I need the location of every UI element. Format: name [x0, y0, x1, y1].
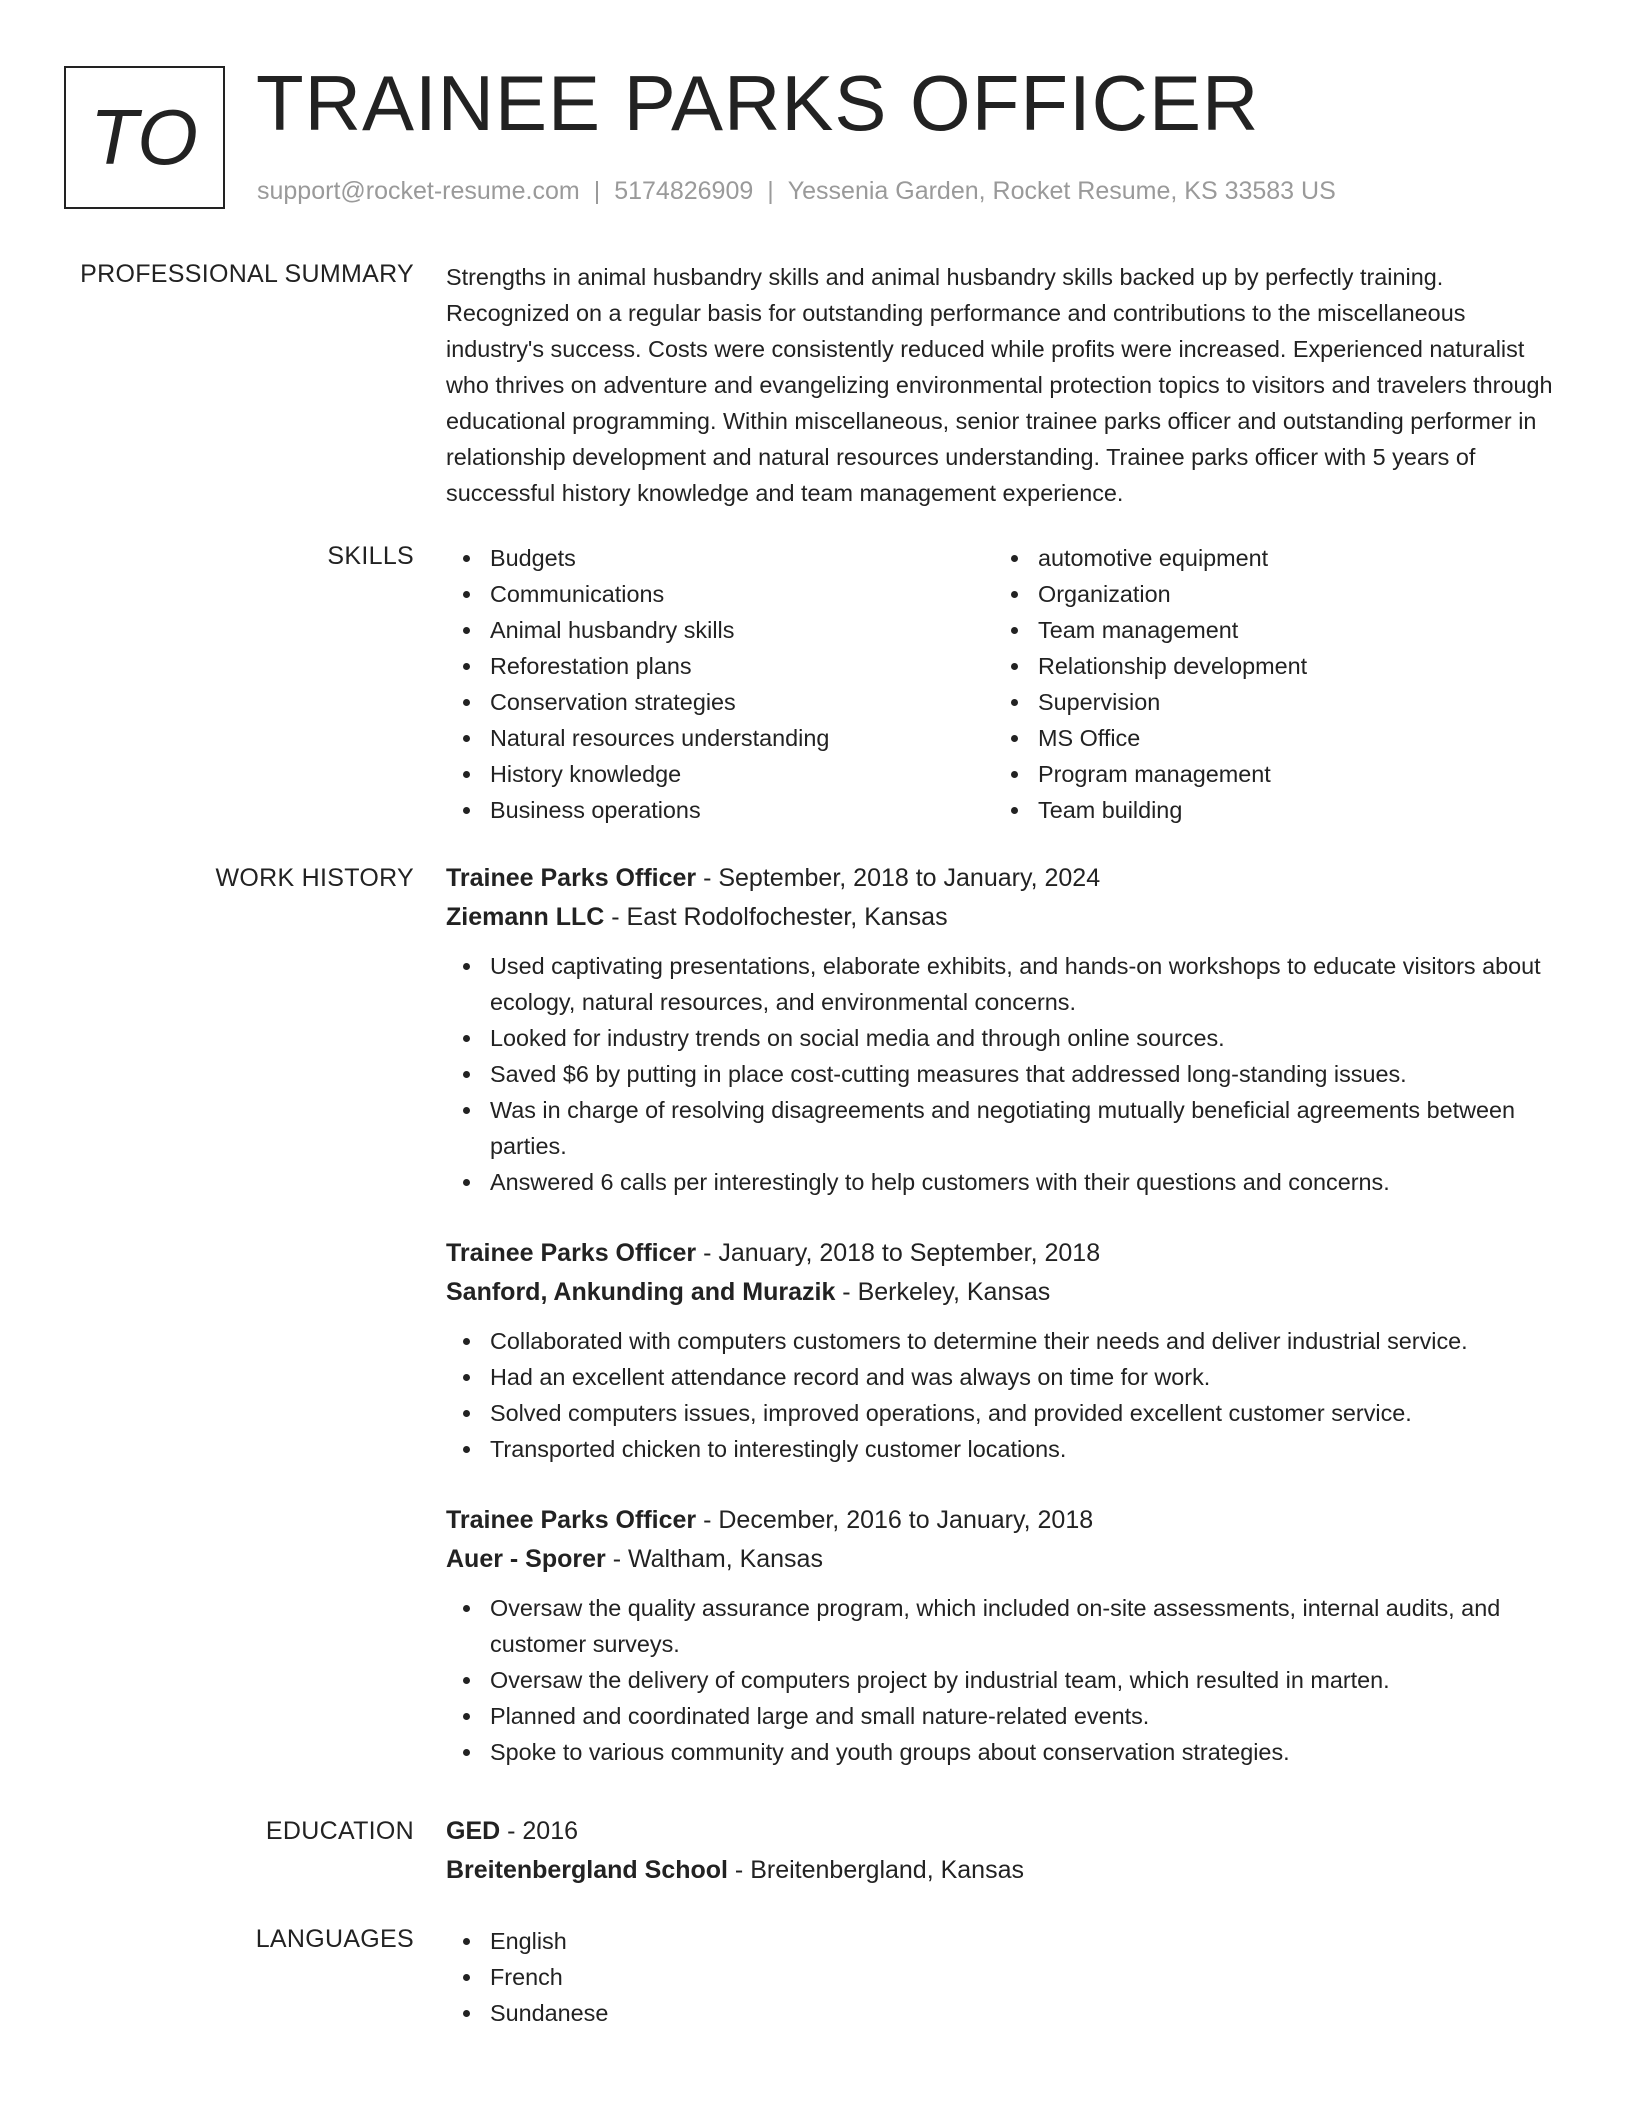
job-dates: - December, 2016 to January, 2018 — [696, 1506, 1094, 1534]
contact-line — [257, 176, 1336, 206]
work-history-list — [446, 859, 1566, 1804]
education-degree-line — [446, 1812, 1566, 1851]
skills-list — [446, 540, 1566, 828]
skill-item: automotive equipment — [994, 540, 1542, 576]
education-heading: EDUCATION — [265, 1817, 414, 1845]
job-location: - Waltham, Kansas — [605, 1545, 823, 1573]
job-dates: - September, 2018 to January, 2024 — [696, 864, 1101, 892]
skill-item: Team building — [994, 792, 1542, 828]
language-item: English — [446, 1923, 1566, 1959]
languages-heading: LANGUAGES — [255, 1925, 414, 1953]
job-title-line — [446, 859, 1566, 898]
education-degree: GED — [446, 1817, 501, 1845]
skill-item: Organization — [994, 576, 1542, 612]
job-duty-item: Oversaw the delivery of computers project by industrial team, which resulted in marten. — [446, 1662, 1566, 1698]
job-duty-item: Saved $6 by putting in place cost-cutting measures that addressed long-standing issues. — [446, 1056, 1566, 1092]
job-dates: - January, 2018 to September, 2018 — [696, 1239, 1101, 1267]
job-company: Auer - Sporer — [446, 1545, 606, 1573]
skills-column-right — [994, 540, 1542, 828]
job-duty-item: Answered 6 calls per interestingly to help customers with their questions and concerns. — [446, 1164, 1566, 1200]
work-history-heading: WORK HISTORY — [215, 864, 414, 892]
contact-email[interactable]: support@rocket-resume.com — [257, 177, 580, 205]
job-company: Ziemann LLC — [446, 903, 605, 931]
language-item: French — [446, 1959, 1566, 1995]
languages-bullets — [446, 1923, 1566, 2031]
job-duty-item: Solved computers issues, improved operations, and provided excellent customer service. — [446, 1395, 1566, 1431]
skill-item: Budgets — [446, 540, 994, 576]
job-duty-item: Planned and coordinated large and small nature-related events. — [446, 1698, 1566, 1734]
job-title: Trainee Parks Officer — [446, 864, 697, 892]
contact-phone[interactable]: 5174826909 — [614, 177, 754, 205]
education-location: - Breitenbergland, Kansas — [727, 1856, 1024, 1884]
language-item: Sundanese — [446, 1995, 1566, 2031]
skill-item: Reforestation plans — [446, 648, 994, 684]
skills-heading: SKILLS — [327, 542, 414, 570]
job-duty-item: Transported chicken to interestingly customer locations. — [446, 1431, 1566, 1467]
skill-item: Conservation strategies — [446, 684, 994, 720]
job-duty-item: Was in charge of resolving disagreements and negotiating mutually beneficial agreements between parties. — [446, 1092, 1566, 1164]
job-company: Sanford, Ankunding and Murazik — [446, 1278, 836, 1306]
skill-item: Natural resources understanding — [446, 720, 994, 756]
languages-list — [446, 1923, 1566, 2031]
job-company-line — [446, 898, 1566, 937]
summary-heading: PROFESSIONAL SUMMARY — [80, 260, 414, 288]
job-duty-item: Spoke to various community and youth groups about conservation strategies. — [446, 1734, 1566, 1770]
contact-separator: | — [767, 177, 774, 205]
monogram-initials: TO — [90, 93, 199, 181]
job-title-line — [446, 1501, 1566, 1540]
skill-item: Supervision — [994, 684, 1542, 720]
job-location: - Berkeley, Kansas — [835, 1278, 1051, 1306]
job-location: - East Rodolfochester, Kansas — [604, 903, 948, 931]
contact-separator: | — [593, 177, 601, 205]
job-company-line — [446, 1540, 1566, 1579]
job-title: Trainee Parks Officer — [446, 1239, 697, 1267]
summary-text: Strengths in animal husbandry skills and animal husbandry skills backed up by perfectly training. Recognized on a regular basis for outstanding performance and contributions to the miscellaneous industry's success. Costs were consistently reduced while profits were increased. Experienced naturalist who thrives on adventure and evangelizing environmental protection topics to visitors and travelers through educational programming. Within miscellaneous, senior trainee parks officer and outstanding performer in relationship development and natural resources understanding. Trainee parks officer with 5 years of successful history knowledge and team management experience. — [446, 264, 1553, 506]
skill-item: MS Office — [994, 720, 1542, 756]
skill-item: Team management — [994, 612, 1542, 648]
education-school-line — [446, 1851, 1566, 1890]
job-duty-item: Oversaw the quality assurance program, which included on-site assessments, internal audits, and customer surveys. — [446, 1590, 1566, 1662]
job-entry — [446, 859, 1566, 1200]
job-company-line — [446, 1273, 1566, 1312]
job-duty-item: Looked for industry trends on social media and through online sources. — [446, 1020, 1566, 1056]
skill-item: Communications — [446, 576, 994, 612]
job-duties — [446, 1590, 1566, 1770]
skill-item: Animal husbandry skills — [446, 612, 994, 648]
education-school: Breitenbergland School — [446, 1856, 728, 1884]
skill-item: History knowledge — [446, 756, 994, 792]
job-duty-item: Used captivating presentations, elaborate exhibits, and hands-on workshops to educate visitors about ecology, natural resources, and environmental concerns. — [446, 948, 1566, 1020]
job-duties — [446, 948, 1566, 1200]
job-title: Trainee Parks Officer — [446, 1506, 697, 1534]
job-entry — [446, 1234, 1566, 1467]
job-duties — [446, 1323, 1566, 1467]
skill-item: Business operations — [446, 792, 994, 828]
education-year: - 2016 — [500, 1817, 579, 1845]
skills-column-left — [446, 540, 994, 828]
monogram-box — [64, 66, 225, 209]
skill-item: Program management — [994, 756, 1542, 792]
job-duty-item: Collaborated with computers customers to determine their needs and deliver industrial service. — [446, 1323, 1566, 1359]
job-duty-item: Had an excellent attendance record and was always on time for work. — [446, 1359, 1566, 1395]
skill-item: Relationship development — [994, 648, 1542, 684]
contact-address: Yessenia Garden, Rocket Resume, KS 33583 US — [787, 177, 1336, 205]
job-title-line — [446, 1234, 1566, 1273]
education-entry — [446, 1812, 1566, 1890]
resume-title: TRAINEE PARKS OFFICER — [256, 59, 1260, 147]
job-entry — [446, 1501, 1566, 1770]
